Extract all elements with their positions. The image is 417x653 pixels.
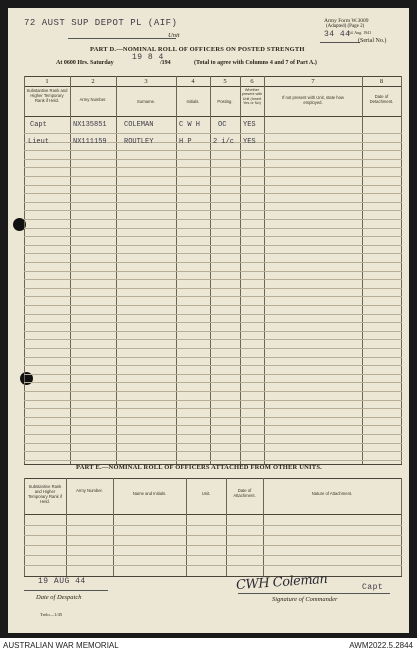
ruled-line bbox=[24, 185, 402, 186]
form-number: Army Form W.3009 bbox=[324, 18, 369, 24]
caption-left: AUSTRALIAN WAR MEMORIAL bbox=[3, 641, 119, 650]
unit-label: Unit bbox=[168, 32, 180, 39]
ruled-line bbox=[24, 348, 402, 349]
row1-posting: OC bbox=[218, 121, 227, 129]
signature-rank-typed: Capt bbox=[362, 583, 384, 592]
ruled-line bbox=[24, 417, 402, 418]
table-e-col-line bbox=[401, 478, 402, 576]
col-number-7: 7 bbox=[311, 78, 315, 85]
ruled-line bbox=[24, 322, 402, 323]
ruled-line bbox=[24, 400, 402, 401]
ruled-line bbox=[24, 331, 402, 332]
row1-initials: C W H bbox=[179, 121, 201, 129]
despatch-date-underline bbox=[24, 590, 108, 591]
form-adapted: (Adapted) (Page 2) bbox=[326, 24, 365, 29]
ruled-line bbox=[24, 159, 402, 160]
ruled-line bbox=[24, 262, 402, 263]
e-header-nature: Nature of Attachment. bbox=[311, 491, 353, 496]
e-header-rank: Substantive Rank and Higher Temporary Rank if Held. bbox=[28, 484, 62, 504]
ruled-line bbox=[24, 357, 402, 358]
at-line-suffix: (Total to agree with Columns 4 and 7 of Part A.) bbox=[194, 60, 317, 66]
ruled-line bbox=[24, 443, 402, 444]
serial-underline bbox=[320, 42, 360, 43]
ruled-line bbox=[24, 314, 402, 315]
caption-right: AWM2022.5.2844 bbox=[349, 641, 413, 650]
ruled-line bbox=[24, 545, 402, 546]
col-header-detachment: Date of Detachment. bbox=[369, 94, 394, 104]
row2-army-number: NX111159 bbox=[73, 138, 107, 146]
ruled-line bbox=[24, 193, 402, 194]
col-number-3: 3 bbox=[144, 78, 148, 85]
col-number-5: 5 bbox=[223, 78, 227, 85]
at-line-mid: /194 bbox=[160, 60, 171, 66]
serial-label: (Serial No.) bbox=[358, 38, 387, 44]
col-header-rank: Substantive Rank and Higher Temporary Rank if Held. bbox=[26, 88, 68, 103]
ruled-line bbox=[24, 176, 402, 177]
table-e-header-divider bbox=[24, 514, 402, 515]
col-number-8: 8 bbox=[379, 78, 384, 85]
table-d-header-divider bbox=[24, 86, 402, 87]
col-header-surname: Surname. bbox=[136, 99, 156, 104]
ruled-line bbox=[24, 133, 402, 134]
ruled-line bbox=[24, 253, 402, 254]
ruled-line bbox=[24, 296, 402, 297]
ruled-line bbox=[24, 555, 402, 556]
part-e-title: PART E.—NOMINAL ROLL OF OFFICERS ATTACHED FROM OTHER UNITS. bbox=[76, 464, 322, 471]
col-number-6: 6 bbox=[250, 78, 254, 85]
part-d-title: PART D.—NOMINAL ROLL OF OFFICERS ON POSTED STRENGTH bbox=[90, 46, 305, 53]
ruled-line bbox=[24, 245, 402, 246]
col-number-1: 1 bbox=[45, 78, 49, 85]
form-sheet bbox=[8, 8, 409, 633]
ruled-line bbox=[24, 374, 402, 375]
ruled-line bbox=[24, 271, 402, 272]
col-header-army-number: Army Number. bbox=[79, 97, 107, 102]
at-line-prefix: At 0600 Hrs. Saturday bbox=[56, 60, 114, 66]
ruled-line bbox=[24, 210, 402, 211]
ruled-line bbox=[24, 434, 402, 435]
ruled-line bbox=[24, 460, 402, 461]
ruled-line bbox=[24, 167, 402, 168]
e-header-army-number: Army Number. bbox=[76, 488, 103, 493]
ruled-line bbox=[24, 202, 402, 203]
row2-rank: Lieut bbox=[28, 138, 50, 146]
unit-typed: 72 AUST SUP DEPOT PL (AIF) bbox=[24, 18, 178, 28]
col-header-present: Whether present with Unit (Insert Yes or No) bbox=[241, 88, 263, 106]
ruled-line bbox=[24, 451, 402, 452]
signature-underline bbox=[238, 593, 390, 594]
col-header-posting: Posting. bbox=[217, 99, 233, 104]
parade-date-typed: 19 8 4 bbox=[132, 53, 164, 62]
ruled-line bbox=[24, 565, 402, 566]
row1-present: YES bbox=[243, 121, 256, 129]
col-number-4: 4 bbox=[191, 78, 195, 85]
ruled-line bbox=[24, 525, 402, 526]
form-edition: Ed. Aug. 1941 bbox=[348, 30, 372, 35]
col-number-2: 2 bbox=[91, 78, 95, 85]
ruled-line bbox=[24, 228, 402, 229]
ruled-line bbox=[24, 535, 402, 536]
ruled-line bbox=[24, 236, 402, 237]
despatch-date-typed: 19 AUG 44 bbox=[38, 577, 86, 586]
ruled-line bbox=[24, 339, 402, 340]
table-d-top-border bbox=[24, 76, 402, 77]
commander-signature: CWH Coleman bbox=[235, 571, 328, 594]
e-header-unit: Unit. bbox=[201, 491, 211, 496]
table-e-top-border bbox=[24, 478, 402, 479]
row2-posting: 2 i/c bbox=[213, 138, 235, 146]
row1-surname: COLEMAN bbox=[124, 121, 154, 129]
ruled-line bbox=[24, 382, 402, 383]
ruled-line bbox=[24, 391, 402, 392]
col-header-employed: If not present with Unit, state how employed. bbox=[282, 95, 344, 105]
serial-typed: 34 44 bbox=[324, 30, 351, 39]
ruled-line bbox=[24, 279, 402, 280]
row1-army-number: NX135851 bbox=[73, 121, 107, 129]
e-header-name: Name and Initials. bbox=[132, 491, 167, 496]
ruled-line bbox=[24, 219, 402, 220]
ruled-line bbox=[24, 425, 402, 426]
ruled-line bbox=[24, 305, 402, 306]
ruled-line bbox=[24, 365, 402, 366]
e-header-date: Date of Attachment. bbox=[233, 488, 256, 498]
print-code: Trelo—1/45 bbox=[40, 612, 63, 617]
row2-present: YES bbox=[243, 138, 256, 146]
caption-strip bbox=[0, 638, 417, 653]
signature-label: Signature of Commander bbox=[272, 596, 338, 603]
row2-initials: H P bbox=[179, 138, 192, 146]
col-header-initials: Initials. bbox=[186, 99, 200, 104]
ruled-line bbox=[24, 288, 402, 289]
table-d-subheader-divider bbox=[24, 116, 402, 117]
unit-underline bbox=[68, 38, 176, 39]
ruled-line bbox=[24, 408, 402, 409]
row2-surname: ROUTLEY bbox=[124, 138, 154, 146]
despatch-date-label: Date of Despatch bbox=[36, 594, 82, 601]
row1-rank: Capt bbox=[30, 121, 47, 129]
ruled-line bbox=[24, 150, 402, 151]
